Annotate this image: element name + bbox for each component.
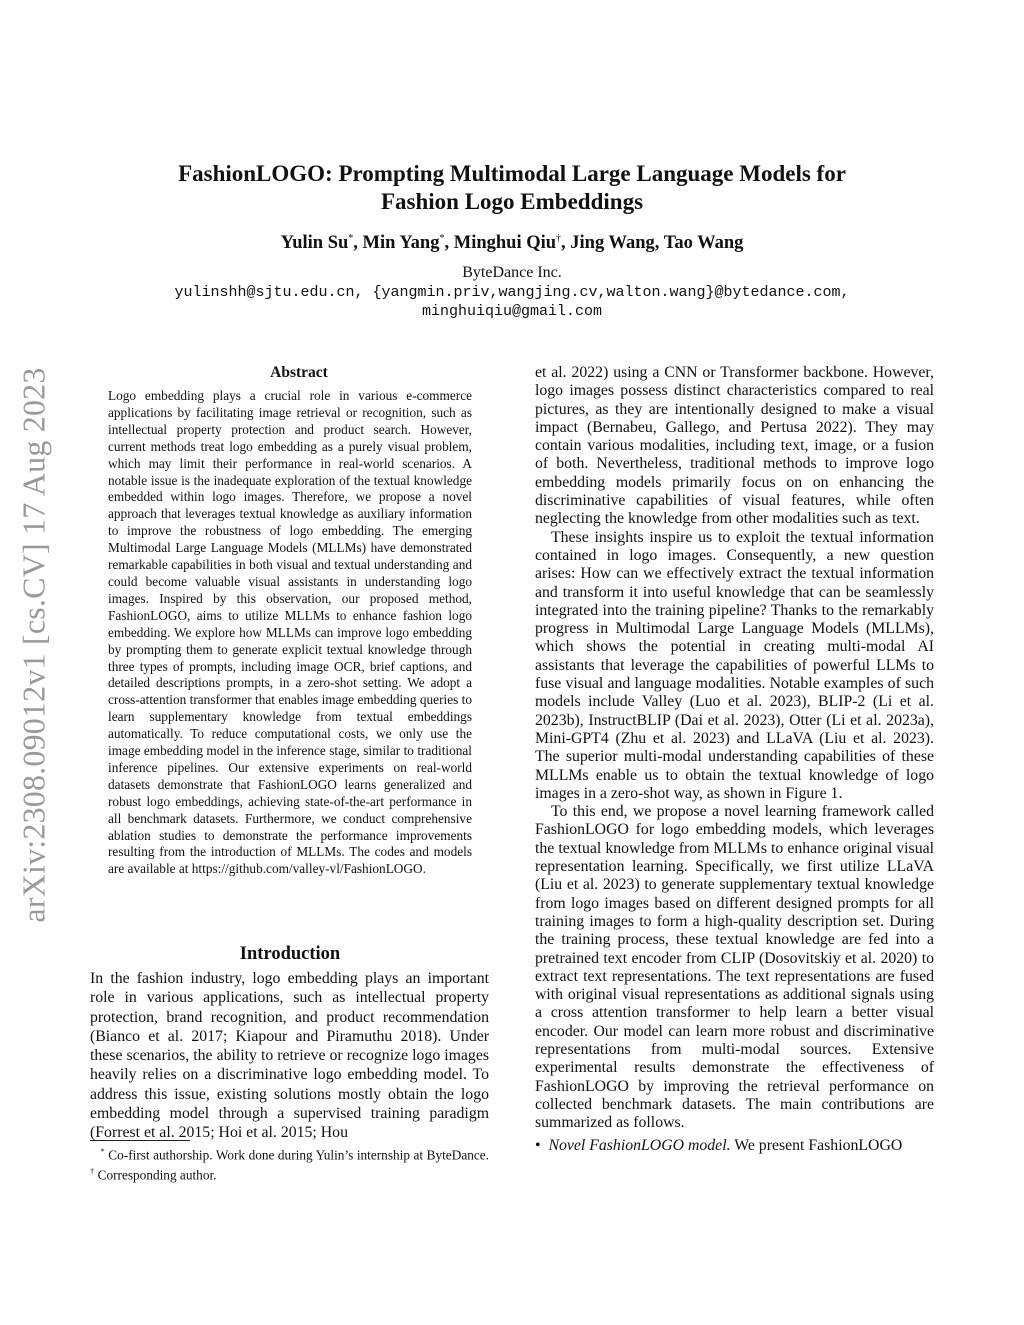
footnote-dagger: † [90,1166,95,1177]
affiliation: ByteDance Inc. [462,264,562,281]
right-paragraph-3: To this end, we propose a novel learning framework called FashionLOGO for logo embedding models, which leverages the textual knowledge from MLLMs to enhance original visual representation learning. Specifically, we first utilize LLaVA (Liu et al. 2023) to generate supplementary textual knowledge from logo images based on different designed prompts for all training images to form a high-quality description set. During the training process, these textual knowledge are fed into a pretrained text encoder from CLIP (Dosovitskiy et al. 2020) to extract text representations. The text representations are fused with original visual representations as additional signals using a cross attention transformer to help learn a better visual encoder. Our model can learn more robust and discriminative representations from multi-modal sources. Extensive experimental results demonstrate the effectiveness of FashionLOGO by improving the retrieval performance on collected benchmark datasets. The main contributions are summarized as follows. [535,803,934,1132]
footnote-text-1: Co-first authorship. Work done during Yulin’s internship at ByteDance. [104,1147,489,1163]
abstract-heading: Abstract [270,364,328,381]
author-emails [40,283,984,321]
author-name: Minghui Qiu [453,233,557,254]
author-name: Yulin Su [280,233,349,254]
author-separator: , [654,233,664,254]
emails-line-1: yulinshh@sjtu.edu.cn, {yangmin.priv,wangjing.cv,walton.wang}@bytedance.com, [174,284,850,301]
footnote-text-2: Corresponding author. [94,1167,217,1183]
author-separator: , [561,233,571,254]
paper-title [100,160,924,216]
emails-line-2: minghuiqiu@gmail.com [421,303,603,320]
abstract-body: Logo embedding plays a crucial role in various e-commerce applications by facilitating image retrieval or recognition, such as intellectual property protection and product search. However, current methods treat logo embedding as a purely visual problem, which may limit their performance in real-world scenarios. A notable issue is the inadequate exploration of the textual knowledge embedded within logo images. Therefore, we propose a novel approach that leverages textual knowledge as auxiliary information to improve the robustness of logo embedding. The emerging Multimodal Large Language Models (MLLMs) have demonstrated remarkable capabilities in both visual and textual understanding and could become valuable visual assistants in understanding logo images. Inspired by this observation, our proposed method, FashionLOGO, aims to utilize MLLMs to enhance fashion logo embedding. We explore how MLLMs can improve logo embedding by prompting them to generate explicit textual knowledge through three types of prompts, including image OCR, brief captions, and detailed descriptions prompts, in a zero-shot setting. We adopt a cross-attention transformer that enables image embedding queries to learn supplementary knowledge from textual embeddings automatically. To reduce computational costs, we only use the image embedding model in the inference stage, similar to traditional inference pipelines. Our extensive experiments on real-world datasets demonstrate that FashionLOGO learns generalized and robust logo embeddings, achieving state-of-the-art performance in all benchmark datasets. Furthermore, we conduct comprehensive ablation studies to demonstrate the performance improvements resulting from the introduction of MLLMs. The codes and models are available at https://github.com/valley-vl/FashionLOGO. [108,388,472,877]
right-paragraph-1: et al. 2022) using a CNN or Transformer backbone. However, logo images possess distinct characteristics compared to real pictures, as they are intentionally designed to make a visual impact (Bernabeu, Gallego, and Pertusa 2022). They may contain various modalities, including text, image, or a fusion of both. Nevertheless, traditional methods to improve logo embedding models primarily focus on on enhancing the discriminative capabilities of visual features, while often neglecting the knowledge from other modalities such as text. [535,364,934,528]
bullet-icon: • [535,1137,541,1155]
footnote-rule [90,1140,190,1141]
introduction-body: In the fashion industry, logo embedding plays an important role in various applications, such as intellectual property protection, brand recognition, and product recommendation (Bianco et al. 2017; Kiapour and Piramuthu 2018). Under these scenarios, the ability to retrieve or recognize logo images heavily relies on a discriminative logo embedding model. To address this issue, existing solutions mostly obtain the logo embedding model through a supervised training paradigm (Forrest et al. 2015; Hoi et al. 2015; Hou [90,970,489,1142]
introduction-heading: Introduction [239,944,341,964]
author-mark: * [439,233,445,244]
arxiv-stamp [10,345,58,945]
bullet-text: We present FashionLOGO [730,1137,903,1155]
author-mark: † [556,233,562,244]
arxiv-identifier: arXiv:2308.09012v1 [cs.CV] 17 Aug 2023 [15,367,52,923]
right-paragraph-2: These insights inspire us to exploit the textual information contained in logo images. Consequently, a new question arises: How can we effectively extract the textual information and transform it into useful knowledge that can be seamlessly integrated into the training pipeline? Thanks to the remarkably progress in Multimodal Large Language Models (MLLMs), which shows the potential in creating multi-modal AI assistants that leverage the capabilities of powerful LLMs to fuse visual and language modalities. Notable examples of such models include Valley (Luo et al. 2023), BLIP-2 (Li et al. 2023b), InstructBLIP (Dai et al. 2023), Otter (Li et al. 2023a), Mini-GPT4 (Zhu et al. 2023) and LLaVA (Liu et al. 2023). The superior multi-modal understanding capabilities of these MLLMs enable us to obtain the textual knowledge of logo images in a zero-shot way, as shown in Figure 1. [535,528,934,802]
author-mark: * [348,233,354,244]
author-separator: , [444,233,454,254]
bullet-title: Novel FashionLOGO model. [548,1137,731,1155]
right-column [535,364,934,1156]
author-name: Jing Wang [570,233,655,254]
footnote [90,1143,489,1184]
title-line-1: FashionLOGO: Prompting Multimodal Large Language Models for [178,161,846,186]
contribution-bullet [535,1137,934,1155]
author-name: Min Yang [362,233,440,254]
author-list [100,233,924,254]
author-name: Tao Wang [663,233,744,254]
title-line-2: Fashion Logo Embeddings [380,189,644,214]
author-separator: , [353,233,363,254]
footnote-star: * [100,1146,105,1156]
